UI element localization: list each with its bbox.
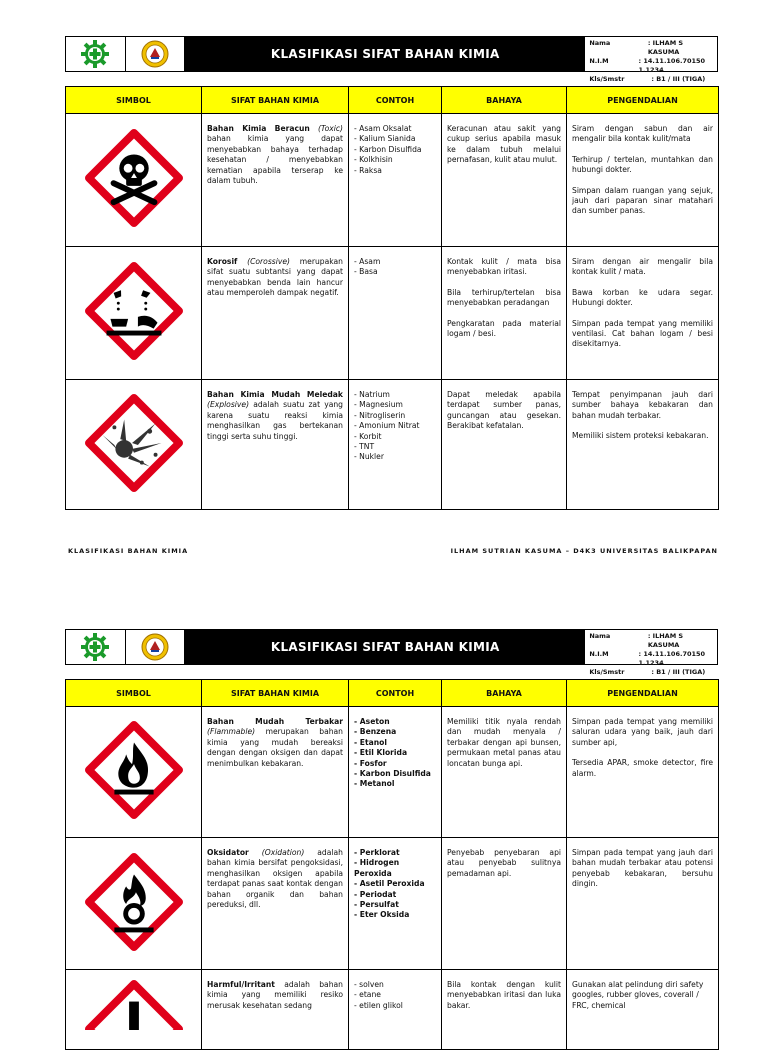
list-item: - Etanol bbox=[354, 738, 436, 748]
k3-gear-cross-icon bbox=[80, 632, 110, 662]
list-item: - solven bbox=[354, 980, 436, 990]
control-cell: Simpan pada tempat yang memiliki saluran udara yang baik, jauh dari sumber api, Tersedia APAR, smoke detector, fire alarm. bbox=[567, 707, 719, 838]
list-item: - Persulfat bbox=[354, 900, 436, 910]
definition-cell: Oksidator (Oxidation) adalah bahan kimia bersifat pengoksidasi, menghasilkan oksigen apabila terdapat panas saat kontak dengan bahan organik dan bahan pereduksi, dll. bbox=[202, 838, 349, 970]
example-cell bbox=[349, 707, 442, 838]
symbol-cell bbox=[66, 838, 202, 970]
list-item: - Kalium Sianida bbox=[354, 134, 436, 144]
corrosive-icon bbox=[85, 262, 183, 360]
hazard-cell: Bila kontak dengan kulit menyebabkan iritasi dan luka bakar. bbox=[442, 970, 567, 1050]
list-item: - Nitrogliserin bbox=[354, 411, 436, 421]
list-item: - Kolkhisin bbox=[354, 155, 436, 165]
list-item: - Eter Oksida bbox=[354, 910, 436, 920]
example-cell bbox=[349, 380, 442, 510]
footer-left: KLASIFIKASI BAHAN KIMIA bbox=[68, 547, 189, 555]
list-item: - Amonium Nitrat bbox=[354, 421, 436, 431]
list-item: - etilen glikol bbox=[354, 1001, 436, 1011]
list-item: - Fosfor bbox=[354, 759, 436, 769]
toxic-skull-icon bbox=[85, 129, 183, 227]
col-bahaya: BAHAYA bbox=[442, 87, 567, 114]
student-info: Nama : ILHAM S KASUMA N.I.M : 14.11.106.70150 1.1234 Kls/Smstr : B1 / III (TIGA) bbox=[589, 39, 706, 83]
page1-footer bbox=[68, 547, 718, 555]
hazard-cell: Kontak kulit / mata bisa menyebabkan iritasi. Bila terhirup/tertelan bisa menyebabkan peradangan Pengkaratan pada material logam / besi. bbox=[442, 247, 567, 380]
hazard-cell: Memiliki titik nyala rendah dan mudah menyala / terbakar dengan api bunsen, permukaan metal panas atau loncatan bunga api. bbox=[442, 707, 567, 838]
list-item: - Raksa bbox=[354, 166, 436, 176]
list-item: - Asam Oksalat bbox=[354, 124, 436, 134]
k3-logo-cell bbox=[66, 37, 126, 71]
hazard-cell: Dapat meledak apabila terdapat sumber panas, guncangan atau gesekan. Berakibat kefatalan. bbox=[442, 380, 567, 510]
list-item: - Metanol bbox=[354, 779, 436, 789]
harmful-irritant-icon bbox=[85, 980, 183, 1030]
hazard-cell: Penyebab penyebaran api atau penyebab sulitnya pemadaman api. bbox=[442, 838, 567, 970]
table-row bbox=[66, 707, 719, 838]
university-logo-cell bbox=[126, 37, 186, 71]
table-header-row bbox=[66, 87, 719, 114]
col-pengendalian: PENGENDALIAN bbox=[567, 87, 719, 114]
definition-cell: Bahan Kimia Beracun (Toxic) bahan kimia yang dapat menyebabkan bahaya terhadap kesehatan / menyebabkan kematian apabila terserap ke dalam tubuh. bbox=[202, 114, 349, 247]
oxidizer-icon bbox=[85, 853, 183, 951]
list-item: - Asam bbox=[354, 257, 436, 267]
table-row bbox=[66, 970, 719, 1050]
k3-gear-cross-icon bbox=[80, 39, 110, 69]
hazard-cell: Keracunan atau sakit yang cukup serius apabila masuk ke dalam tubuh melalui pernafasan, kulit atau mulut. bbox=[442, 114, 567, 247]
control-cell: Siram dengan air mengalir bila kontak kulit / mata. Bawa korban ke udara segar. Hubungi dokter. Simpan pada tempat yang memiliki ventilasi. Cat bahan logam / besi disekitarnya. bbox=[567, 247, 719, 380]
hazard-table-page2 bbox=[65, 679, 719, 1050]
symbol-cell bbox=[66, 114, 202, 247]
footer-right: ILHAM SUTRIAN KASUMA – D4K3 UNIVERSITAS BALIKPAPAN bbox=[450, 547, 718, 555]
list-item: - Basa bbox=[354, 267, 436, 277]
page-title: KLASIFIKASI SIFAT BAHAN KIMIA bbox=[185, 630, 585, 664]
university-seal-icon bbox=[141, 633, 169, 661]
col-contoh: CONTOH bbox=[349, 680, 442, 707]
flammable-icon bbox=[85, 721, 183, 819]
symbol-cell bbox=[66, 707, 202, 838]
col-contoh: CONTOH bbox=[349, 87, 442, 114]
list-item: - Periodat bbox=[354, 890, 436, 900]
list-item: - Magnesium bbox=[354, 400, 436, 410]
list-item: - Perklorat bbox=[354, 848, 436, 858]
list-item: - Asetil Peroxida bbox=[354, 879, 436, 889]
definition-cell: Harmful/Irritant adalah bahan kimia yang memiliki resiko merusak kesehatan sedang bbox=[202, 970, 349, 1050]
list-item: - Karbon Disulfida bbox=[354, 145, 436, 155]
list-item: - Natrium bbox=[354, 390, 436, 400]
example-cell bbox=[349, 970, 442, 1050]
table-row bbox=[66, 380, 719, 510]
col-sifat: SIFAT BAHAN KIMIA bbox=[202, 87, 349, 114]
control-cell: Gunakan alat pelindung diri safety googles, rubber gloves, coverall / FRC, chemical bbox=[567, 970, 719, 1050]
university-logo-cell bbox=[126, 630, 186, 664]
page-title: KLASIFIKASI SIFAT BAHAN KIMIA bbox=[185, 37, 585, 71]
symbol-cell bbox=[66, 247, 202, 380]
list-item: - etane bbox=[354, 990, 436, 1000]
definition-cell: Korosif (Corossive) merupakan sifat suatu subtantsi yang dapat menyebabkan benda lain hancur atau memperoleh dampak negatif. bbox=[202, 247, 349, 380]
list-item: - TNT bbox=[354, 442, 436, 452]
col-bahaya: BAHAYA bbox=[442, 680, 567, 707]
k3-logo-cell bbox=[66, 630, 126, 664]
list-item: - Nukler bbox=[354, 452, 436, 462]
symbol-cell bbox=[66, 970, 202, 1050]
page2-header bbox=[65, 629, 718, 676]
list-item: - Hidrogen Peroxida bbox=[354, 858, 436, 879]
control-cell: Siram dengan sabun dan air mengalir bila kontak kulit/mata Terhirup / tertelan, muntahkan dan hubungi dokter. Simpan dalam ruangan yang sejuk, jauh dari paparan sinar matahari dan sumber panas. bbox=[567, 114, 719, 247]
table-row bbox=[66, 838, 719, 970]
student-info: Nama : ILHAM S KASUMA N.I.M : 14.11.106.70150 1.1234 Kls/Smstr : B1 / III (TIGA) bbox=[589, 632, 706, 676]
table-row bbox=[66, 247, 719, 380]
table-header-row bbox=[66, 680, 719, 707]
example-cell bbox=[349, 838, 442, 970]
definition-cell: Bahan Kimia Mudah Meledak (Explosive) adalah suatu zat yang karena suatu reaksi kimia menghasilkan gas bertekanan tinggi serta suhu tinggi. bbox=[202, 380, 349, 510]
hazard-table-page1 bbox=[65, 86, 719, 510]
control-cell: Simpan pada tempat yang jauh dari bahan mudah terbakar atau potensi penyebab kebakaran, bersuhu dingin. bbox=[567, 838, 719, 970]
example-cell bbox=[349, 247, 442, 380]
page1-header bbox=[65, 36, 718, 83]
example-cell bbox=[349, 114, 442, 247]
list-item: - Etil Klorida bbox=[354, 748, 436, 758]
table-row bbox=[66, 114, 719, 247]
col-simbol: SIMBOL bbox=[66, 87, 202, 114]
col-sifat: SIFAT BAHAN KIMIA bbox=[202, 680, 349, 707]
col-simbol: SIMBOL bbox=[66, 680, 202, 707]
col-pengendalian: PENGENDALIAN bbox=[567, 680, 719, 707]
explosive-icon bbox=[85, 394, 183, 492]
list-item: - Korbit bbox=[354, 432, 436, 442]
university-seal-icon bbox=[141, 40, 169, 68]
list-item: - Benzena bbox=[354, 727, 436, 737]
definition-cell: Bahan Mudah Terbakar (Flammable) merupakan bahan kimia yang mudah bereaksi dengan dengan oksigen dan dapat menimbulkan kebakaran. bbox=[202, 707, 349, 838]
list-item: - Karbon Disulfida bbox=[354, 769, 436, 779]
control-cell: Tempat penyimpanan jauh dari sumber bahaya kebakaran dan bahan mudah terbakar. Memiliki sistem proteksi kebakaran. bbox=[567, 380, 719, 510]
symbol-cell bbox=[66, 380, 202, 510]
list-item: - Aseton bbox=[354, 717, 436, 727]
